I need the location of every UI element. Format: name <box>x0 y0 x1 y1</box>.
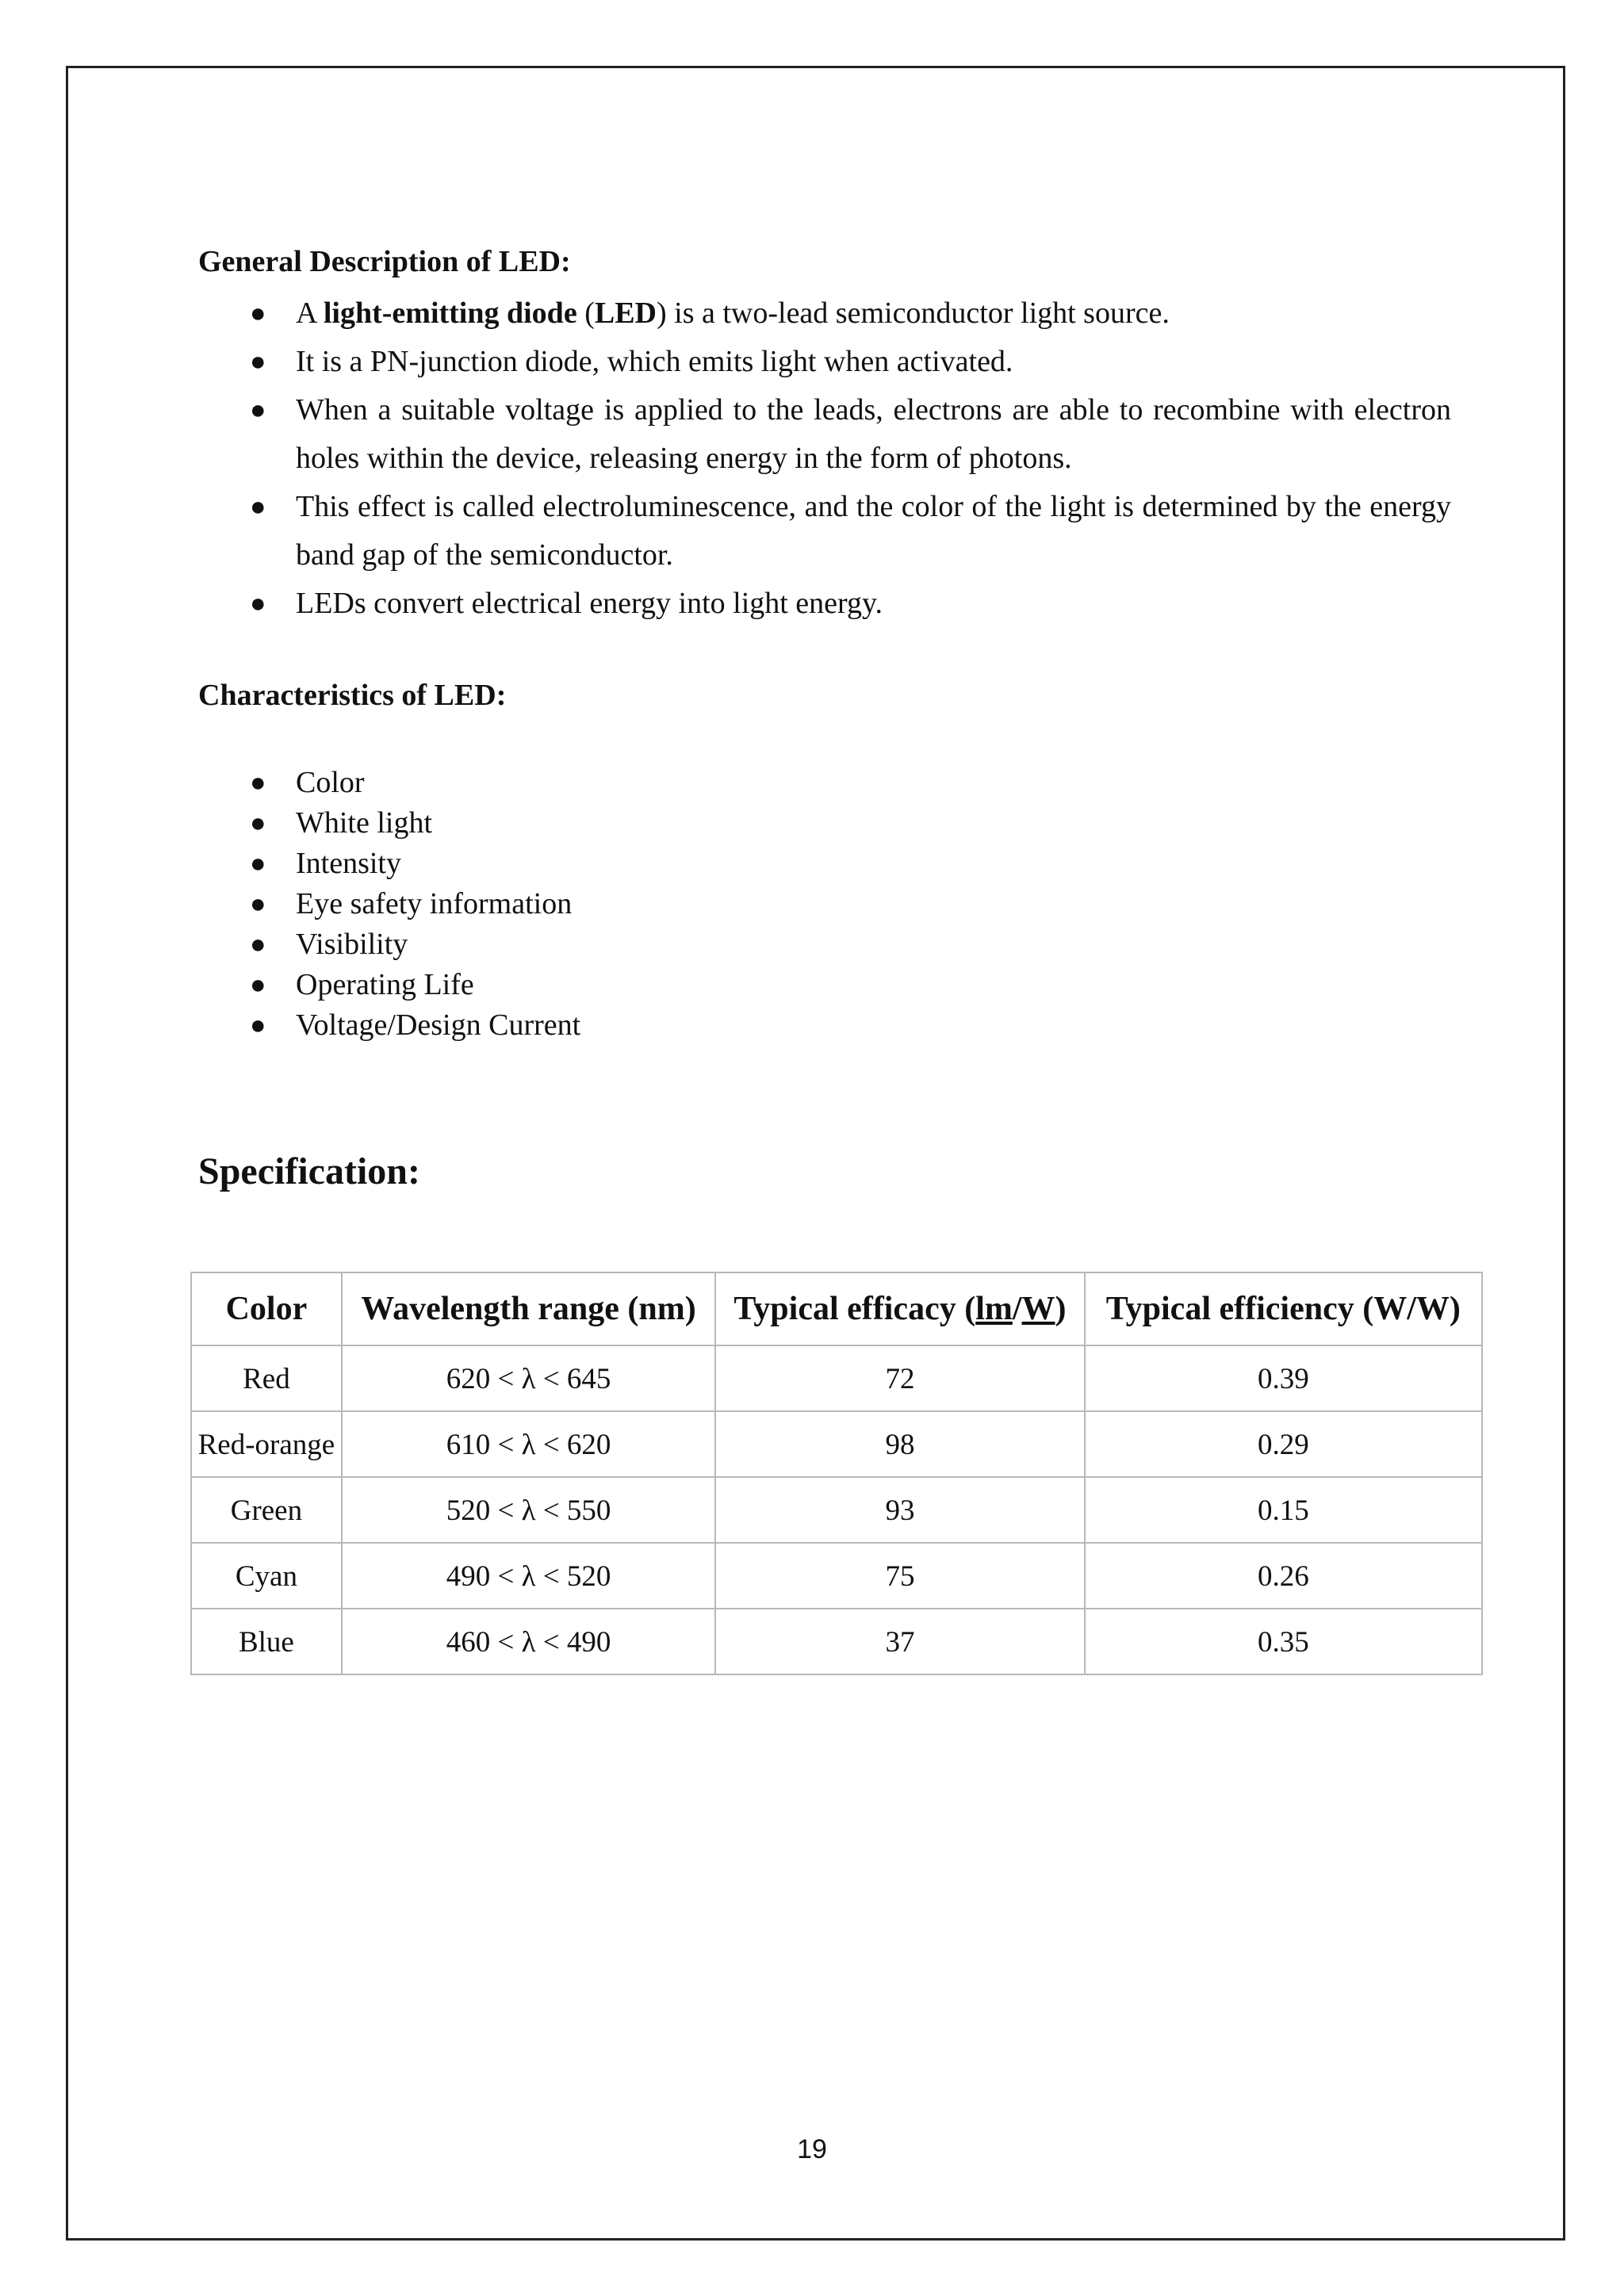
cell-efficiency: 0.15 <box>1085 1477 1482 1543</box>
table-row <box>191 1345 1482 1411</box>
characteristic-item: ● Color <box>198 763 1451 803</box>
header-wavelength: Wavelength range (nm) <box>342 1272 715 1345</box>
table-row <box>191 1477 1482 1543</box>
cell-color: Blue <box>191 1609 342 1674</box>
specification-title: Specification: <box>198 1150 420 1192</box>
cell-efficiency: 0.35 <box>1085 1609 1482 1674</box>
characteristic-item: ● Eye safety information <box>198 884 1451 924</box>
bullet-icon: ● <box>250 492 266 522</box>
bullet-icon: ● <box>250 299 266 328</box>
description-item-1: ● A light-emitting diode (LED) is a two-lead semiconductor light source. <box>198 289 1451 338</box>
characteristics-list <box>198 763 1451 1046</box>
table-header-row <box>191 1272 1482 1345</box>
bullet-icon: ● <box>250 890 266 919</box>
cell-efficacy: 75 <box>715 1543 1084 1609</box>
bullet-icon: ● <box>250 589 266 618</box>
cell-efficacy: 98 <box>715 1411 1084 1477</box>
description-item-5: ● LEDs convert electrical energy into light energy. <box>198 580 1451 628</box>
cell-color: Cyan <box>191 1543 342 1609</box>
specification-table <box>190 1272 1483 1675</box>
term-led-full: light-emitting diode <box>323 297 577 330</box>
characteristic-item: ● Voltage/Design Current <box>198 1005 1451 1046</box>
cell-efficacy: 72 <box>715 1345 1084 1411</box>
characteristic-item: ● Intensity <box>198 844 1451 884</box>
cell-efficacy: 37 <box>715 1609 1084 1674</box>
cell-wavelength: 620 < λ < 645 <box>342 1345 715 1411</box>
cell-efficiency: 0.26 <box>1085 1543 1482 1609</box>
cell-wavelength: 460 < λ < 490 <box>342 1609 715 1674</box>
cell-color: Red <box>191 1345 342 1411</box>
bullet-icon: ● <box>250 849 266 878</box>
header-efficacy: Typical efficacy (lm/W) <box>715 1272 1084 1345</box>
bullet-icon: ● <box>250 347 266 377</box>
bullet-icon: ● <box>250 396 266 425</box>
table-row <box>191 1543 1482 1609</box>
cell-efficiency: 0.39 <box>1085 1345 1482 1411</box>
bullet-icon: ● <box>250 930 266 959</box>
bullet-icon: ● <box>250 970 266 1000</box>
term-led: LED <box>594 297 657 330</box>
characteristic-item: ● White light <box>198 803 1451 844</box>
bullet-icon: ● <box>250 809 266 838</box>
header-color: Color <box>191 1272 342 1345</box>
cell-wavelength: 610 < λ < 620 <box>342 1411 715 1477</box>
cell-efficiency: 0.29 <box>1085 1411 1482 1477</box>
description-list <box>198 289 1451 628</box>
characteristic-item: ● Operating Life <box>198 965 1451 1005</box>
general-description-heading: General Description of LED: <box>198 245 571 278</box>
cell-color: Green <box>191 1477 342 1543</box>
cell-efficacy: 93 <box>715 1477 1084 1543</box>
description-item-2: ● It is a PN-junction diode, which emits light when activated. <box>198 338 1451 386</box>
table-row <box>191 1411 1482 1477</box>
header-efficiency: Typical efficiency (W/W) <box>1085 1272 1482 1345</box>
bullet-icon: ● <box>250 1011 266 1040</box>
description-item-4: ● This effect is called electroluminescence, and the color of the light is determined by the energy band gap of the semiconductor. <box>198 483 1451 580</box>
table-row <box>191 1609 1482 1674</box>
cell-color: Red-orange <box>191 1411 342 1477</box>
bullet-icon: ● <box>250 768 266 798</box>
characteristics-heading: Characteristics of LED: <box>198 679 507 712</box>
characteristic-item: ● Visibility <box>198 924 1451 965</box>
cell-wavelength: 490 < λ < 520 <box>342 1543 715 1609</box>
page-number: 19 <box>797 2134 827 2164</box>
cell-wavelength: 520 < λ < 550 <box>342 1477 715 1543</box>
description-item-3: ● When a suitable voltage is applied to the leads, electrons are able to recombine with electron holes within the device, releasing energy in the form of photons. <box>198 386 1451 483</box>
